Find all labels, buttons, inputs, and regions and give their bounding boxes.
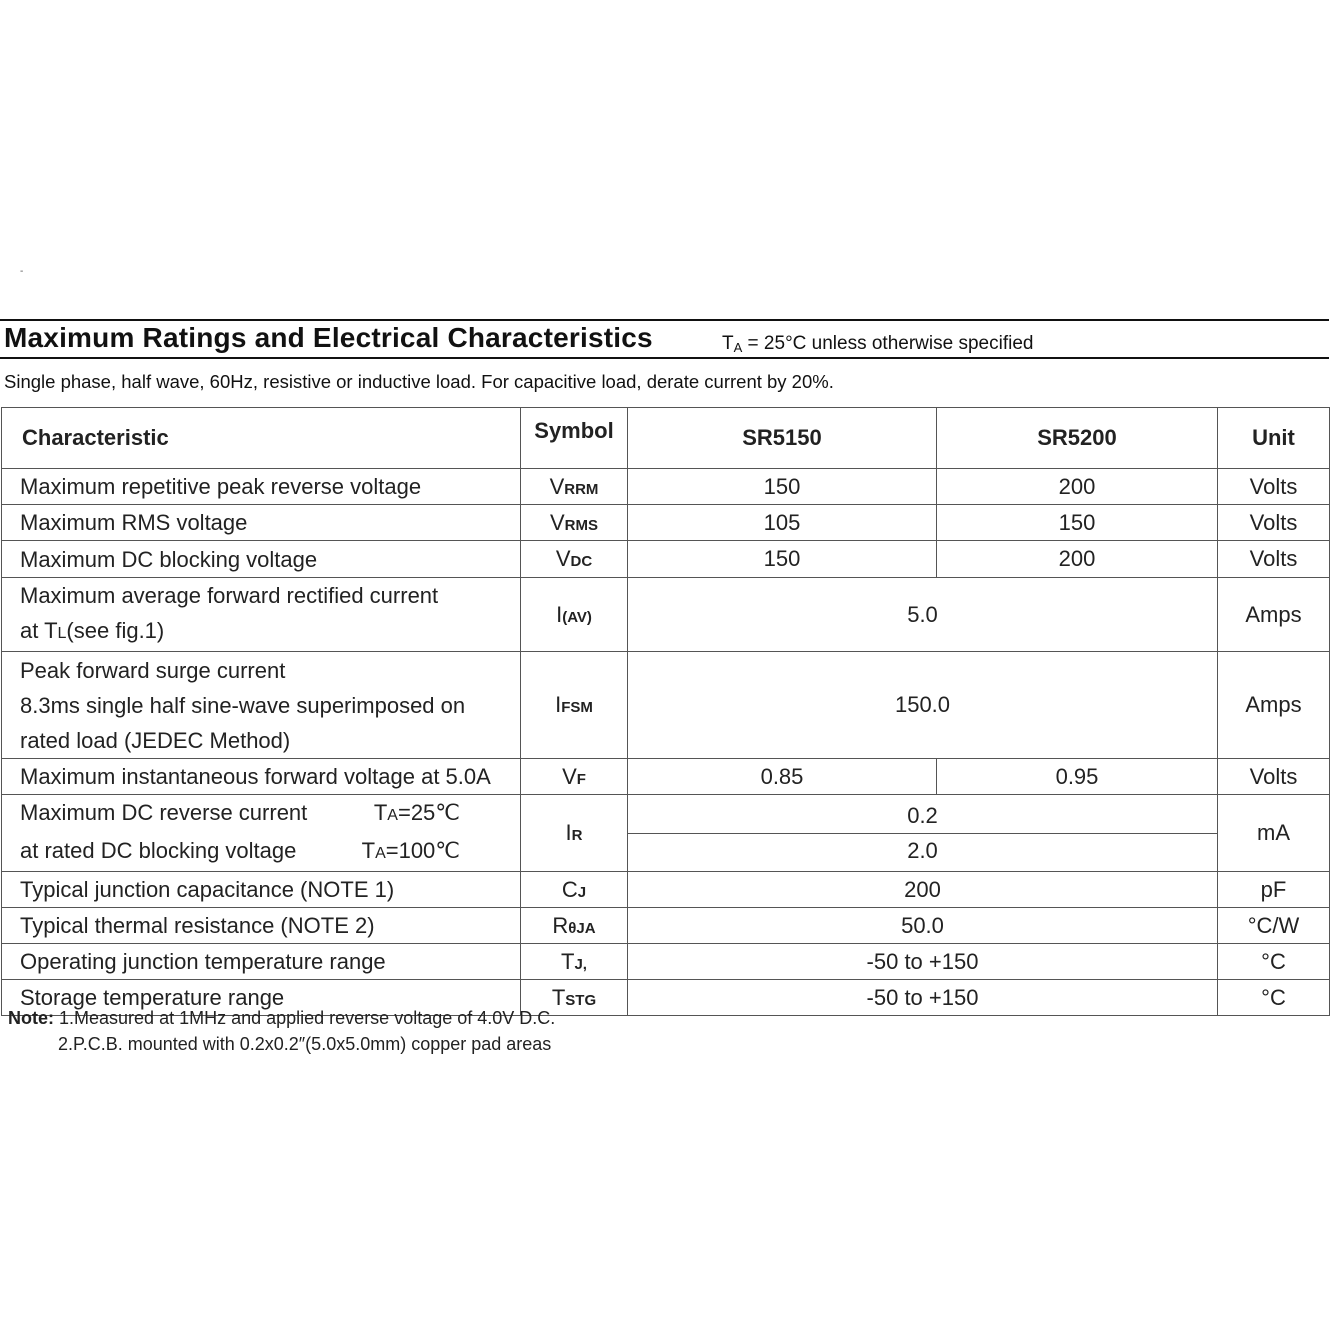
table-row [2, 944, 1330, 980]
value-cell: 0.2 2.0 [628, 795, 1218, 872]
unit-cell: Volts [1218, 505, 1330, 541]
top-rule [0, 319, 1329, 321]
symbol-cell: VRRM [521, 469, 628, 505]
characteristic-cell: Maximum DC reverse current TA=25℃ at rated DC blocking voltage TA=100℃ [2, 795, 521, 872]
value-cell: -50 to +150 [628, 980, 1218, 1016]
header-row [2, 408, 1330, 469]
value-cell: 200 [937, 469, 1218, 505]
value-cell: 200 [628, 872, 1218, 908]
unit-cell: Amps [1218, 652, 1330, 759]
unit-cell: Volts [1218, 759, 1330, 795]
table-row [2, 652, 1330, 759]
characteristic-cell: Maximum repetitive peak reverse voltage [2, 469, 521, 505]
characteristic-cell: Peak forward surge current 8.3ms single half sine-wave superimposed on rated load (JEDEC Method) [2, 652, 521, 759]
symbol-cell: IR [521, 795, 628, 872]
value-cell: 200 [937, 541, 1218, 578]
value-cell: 150 [628, 469, 937, 505]
value-cell: 5.0 [628, 578, 1218, 652]
value-cell: 150 [937, 505, 1218, 541]
characteristic-cell: Maximum RMS voltage [2, 505, 521, 541]
unit-cell: °C [1218, 980, 1330, 1016]
unit-cell: Amps [1218, 578, 1330, 652]
value-cell: -50 to +150 [628, 944, 1218, 980]
stray-mark: - [20, 266, 24, 277]
value-cell: 0.95 [937, 759, 1218, 795]
table-row [2, 872, 1330, 908]
symbol-cell: RθJA [521, 908, 628, 944]
condition-note: $T_A = 25^\circ C$ unless otherwise specified [722, 333, 1034, 355]
symbol-cell: IFSM [521, 652, 628, 759]
header-symbol: Symbol [521, 408, 628, 469]
unit-cell: Volts [1218, 541, 1330, 578]
table-row [2, 469, 1330, 505]
value-cell: 150 [628, 541, 937, 578]
characteristic-cell: Storage temperature range [2, 980, 521, 1016]
characteristic-cell: Maximum DC blocking voltage [2, 541, 521, 578]
page-title: Maximum Ratings and Electrical Characteristics [4, 322, 653, 353]
value-cell: 150.0 [628, 652, 1218, 759]
symbol-cell: I(AV) [521, 578, 628, 652]
characteristic-cell: Maximum instantaneous forward voltage at 5.0A [2, 759, 521, 795]
characteristic-cell: Operating junction temperature range [2, 944, 521, 980]
table-row [2, 759, 1330, 795]
symbol-cell: VF [521, 759, 628, 795]
value-cell: 0.85 [628, 759, 937, 795]
value-cell: 50.0 [628, 908, 1218, 944]
table-row [2, 578, 1330, 652]
symbol-cell: VRMS [521, 505, 628, 541]
symbol-cell: TJ, [521, 944, 628, 980]
symbol-cell: TSTG [521, 980, 628, 1016]
characteristic-cell: Typical thermal resistance (NOTE 2) [2, 908, 521, 944]
header-sr5150: SR5150 [628, 408, 937, 469]
header-unit: Unit [1218, 408, 1330, 469]
ratings-table [1, 407, 1330, 1016]
table-row [2, 505, 1330, 541]
characteristic-cell: Maximum average forward rectified current at TL(see fig.1) [2, 578, 521, 652]
symbol-cell: VDC [521, 541, 628, 578]
note-2: 2.P.C.B. mounted with 0.2x0.2″(5.0x5.0mm) copper pad areas [58, 1034, 552, 1054]
unit-cell: °C [1218, 944, 1330, 980]
note-1: Note: 1.Measured at 1MHz and applied reverse voltage of 4.0V D.C. [8, 1008, 556, 1028]
title-rule [0, 357, 1329, 359]
load-conditions: Single phase, half wave, 60Hz, resistive or inductive load. For capacitive load, derate current by 20%. [4, 371, 834, 392]
header-characteristic: Characteristic [2, 408, 521, 469]
unit-cell: mA [1218, 795, 1330, 872]
table-row [2, 795, 1330, 872]
table-row [2, 541, 1330, 578]
unit-cell: °C/W [1218, 908, 1330, 944]
table-row [2, 908, 1330, 944]
unit-cell: pF [1218, 872, 1330, 908]
characteristic-cell: Typical junction capacitance (NOTE 1) [2, 872, 521, 908]
header-sr5200: SR5200 [937, 408, 1218, 469]
unit-cell: Volts [1218, 469, 1330, 505]
symbol-cell: CJ [521, 872, 628, 908]
value-cell: 105 [628, 505, 937, 541]
